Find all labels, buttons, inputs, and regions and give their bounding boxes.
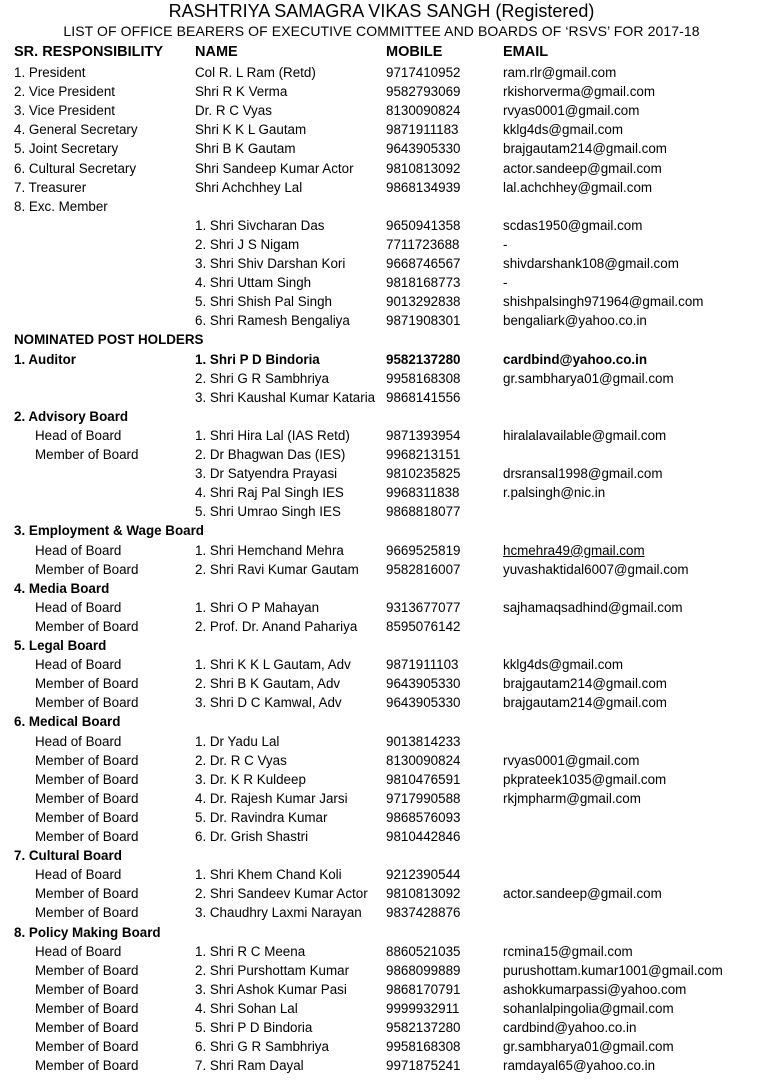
row-mobile: 8595076142 [386, 618, 461, 634]
row-responsibility: Member of Board [35, 447, 139, 462]
table-row [0, 292, 763, 311]
row-email: rvyas0001@gmail.com [503, 752, 640, 768]
row-responsibility: Member of Board [35, 981, 139, 997]
row-email: kklg4ds@gmail.com [503, 122, 624, 138]
row-email: ashokkumarpassi@yahoo.com [503, 981, 687, 997]
row-name: 6. Dr. Grish Shastri [195, 829, 309, 844]
header-name: NAME [195, 44, 238, 60]
row-mobile: 9868818077 [386, 504, 461, 520]
row-mobile: 9868099889 [386, 962, 461, 978]
row-mobile: 9643905330 [386, 676, 461, 692]
row-email: pkprateek1035@gmail.com [503, 771, 667, 787]
row-responsibility: Head of Board [35, 943, 122, 959]
row-name: 4. Shri Raj Pal Singh IES [195, 485, 344, 501]
row-mobile: 9810442846 [386, 829, 461, 844]
row-email: r.palsingh@nic.in [503, 485, 606, 501]
document-title: RASHTRIYA SAMAGRA VIKAS SANGH (Registered) [168, 1, 595, 21]
row-responsibility: Member of Board [35, 886, 139, 902]
row-responsibility: Head of Board [35, 657, 122, 673]
row-name: 2. Dr. R C Vyas [195, 752, 287, 768]
table-row [0, 1056, 763, 1075]
row-email: - [503, 236, 508, 252]
row-email: gr.sambharya01@gmail.com [503, 370, 674, 386]
row-email: ramdayal65@yahoo.co.in [503, 1058, 656, 1074]
table-row [0, 369, 763, 388]
row-name: 2. Dr Bhagwan Das (IES) [195, 447, 346, 462]
row-mobile: 9582137280 [386, 351, 461, 367]
row-responsibility: Head of Board [35, 867, 122, 883]
table-row [0, 865, 763, 884]
row-name: 1. Shri P D Bindoria [195, 351, 320, 367]
row-mobile: 9013814233 [386, 733, 461, 749]
row-name: 1. Shri R C Meena [195, 943, 306, 959]
table-row [0, 961, 763, 980]
table-row [0, 254, 763, 273]
table-row [0, 330, 763, 349]
row-email: brajgautam214@gmail.com [503, 676, 667, 692]
row-name: 3. Dr Satyendra Prayasi [195, 466, 338, 482]
table-row [0, 120, 763, 139]
row-mobile: 9818168773 [386, 275, 461, 291]
row-name: 3. Shri Ashok Kumar Pasi [195, 981, 347, 997]
table-row [0, 101, 763, 120]
row-mobile: 9868170791 [386, 981, 461, 997]
row-responsibility: 5. Legal Board [14, 638, 107, 653]
table-row [0, 712, 763, 731]
row-email: bengaliark@yahoo.co.in [503, 313, 647, 329]
table-row [0, 139, 763, 158]
row-mobile: 9868576093 [386, 809, 461, 825]
table-row [0, 579, 763, 598]
row-mobile: 9868134939 [386, 179, 461, 195]
table-row [0, 445, 763, 464]
row-responsibility: 4. Media Board [14, 580, 110, 596]
table-row [0, 216, 763, 235]
table-row [0, 655, 763, 674]
row-name: Shri R K Verma [195, 84, 288, 100]
row-responsibility: 1. Auditor [14, 351, 76, 367]
table-row [0, 598, 763, 617]
row-responsibility: 5. Joint Secretary [14, 141, 119, 157]
row-name: 2. Shri Ravi Kumar Gautam [195, 561, 359, 577]
row-name: 3. Shri Kaushal Kumar Kataria [195, 389, 376, 405]
row-mobile: 9871911183 [386, 122, 459, 138]
row-email: lal.achchhey@gmail.com [503, 179, 653, 195]
table-row [0, 63, 763, 82]
table-row [0, 751, 763, 770]
row-name: 2. Shri B K Gautam, Adv [195, 676, 341, 692]
row-mobile: 9871393954 [386, 427, 461, 443]
row-responsibility: 3. Vice President [14, 103, 115, 119]
table-row [0, 789, 763, 808]
row-name: 6. Shri G R Sambhriya [195, 1039, 329, 1055]
row-mobile: 9643905330 [386, 141, 461, 157]
table-row [0, 521, 763, 540]
row-name: 1. Dr Yadu Lal [195, 733, 280, 749]
row-responsibility: Member of Board [35, 1000, 139, 1016]
row-responsibility: 7. Cultural Board [14, 848, 122, 864]
table-row [0, 350, 763, 369]
row-responsibility: 6. Cultural Secretary [14, 160, 137, 176]
row-mobile: 9837428876 [386, 905, 461, 921]
row-responsibility: Member of Board [35, 771, 139, 787]
row-mobile: 9871911103 [386, 657, 459, 673]
row-email: cardbind@yahoo.co.in [503, 1020, 637, 1035]
row-name: 2. Shri J S Nigam [195, 236, 300, 252]
row-email: kklg4ds@gmail.com [503, 657, 624, 673]
row-mobile: 9212390544 [386, 867, 461, 883]
row-email: actor.sandeep@gmail.com [503, 160, 662, 176]
row-mobile: 9717990588 [386, 790, 461, 806]
row-name: 1. Shri Hemchand Mehra [195, 542, 344, 558]
row-responsibility: Member of Board [35, 829, 139, 844]
row-email: ram.rlr@gmail.com [503, 65, 617, 80]
row-name: 1. Shri Khem Chand Koli [195, 867, 342, 883]
table-row [0, 1037, 763, 1056]
row-email: rcmina15@gmail.com [503, 943, 633, 959]
row-name: 3. Chaudhry Laxmi Narayan [195, 905, 362, 921]
row-name: Shri Sandeep Kumar Actor [195, 160, 354, 176]
row-responsibility: Head of Board [35, 599, 122, 615]
table-row [0, 159, 763, 178]
row-responsibility: 1. President [14, 65, 86, 80]
row-name: 2. Shri G R Sambhriya [195, 370, 329, 386]
row-mobile: 9958168308 [386, 1039, 461, 1055]
row-name: Shri Achchhey Lal [195, 179, 303, 195]
row-name: 3. Shri D C Kamwal, Adv [195, 695, 342, 711]
row-email: gr.sambharya01@gmail.com [503, 1039, 674, 1055]
row-email: cardbind@yahoo.co.in [503, 351, 648, 367]
row-mobile: 9013292838 [386, 294, 461, 310]
table-row [0, 197, 763, 216]
row-responsibility: Member of Board [35, 1039, 139, 1055]
header-email: EMAIL [503, 44, 549, 60]
row-responsibility: Member of Board [35, 1058, 139, 1074]
row-mobile: 8860521035 [386, 943, 461, 959]
table-row [0, 827, 763, 846]
row-mobile: 9968311838 [386, 485, 460, 501]
row-name: 5. Shri Umrao Singh IES [195, 504, 341, 520]
row-email: sohanlalpingolia@gmail.com [503, 1000, 674, 1016]
table-row [0, 1018, 763, 1037]
row-responsibility: Member of Board [35, 618, 139, 634]
row-name: 4. Shri Uttam Singh [195, 275, 312, 291]
table-row [0, 942, 763, 961]
table-row [0, 311, 763, 330]
row-mobile: 8130090824 [386, 752, 461, 768]
row-mobile: 9810476591 [386, 771, 461, 787]
table-row [0, 846, 763, 865]
table-row [0, 273, 763, 292]
row-email: scdas1950@gmail.com [503, 217, 643, 233]
row-name: 1. Shri Hira Lal (IAS Retd) [195, 427, 350, 443]
row-responsibility: Member of Board [35, 905, 139, 921]
row-responsibility: Head of Board [35, 542, 122, 558]
row-name: Shri B K Gautam [195, 141, 296, 157]
row-email: rvyas0001@gmail.com [503, 103, 640, 119]
table-row [0, 541, 763, 560]
table-row [0, 923, 763, 942]
row-responsibility: 2. Advisory Board [14, 408, 129, 424]
row-name: 4. Shri Sohan Lal [195, 1000, 298, 1016]
row-name: 6. Shri Ramesh Bengaliya [195, 313, 350, 329]
row-responsibility: 4. General Secretary [14, 122, 138, 138]
table-row [0, 483, 763, 502]
table-row [0, 407, 763, 426]
row-responsibility: Member of Board [35, 676, 139, 692]
table-row [0, 808, 763, 827]
table-row [0, 884, 763, 903]
table-row [0, 732, 763, 751]
row-mobile: 9313677077 [386, 599, 461, 615]
table-row [0, 426, 763, 445]
row-email: purushottam.kumar1001@gmail.com [503, 962, 723, 978]
header-mobile: MOBILE [386, 44, 443, 60]
row-responsibility: Member of Board [35, 752, 139, 768]
row-email: hcmehra49@gmail.com [503, 542, 645, 558]
row-email: brajgautam214@gmail.com [503, 695, 667, 711]
row-responsibility: 3. Employment & Wage Board [14, 523, 204, 539]
row-name: 1. Shri K K L Gautam, Adv [195, 657, 351, 673]
table-row [0, 693, 763, 712]
table-row [0, 617, 763, 636]
row-name: Col R. L Ram (Retd) [195, 65, 316, 80]
row-mobile: 9717410952 [386, 65, 461, 80]
row-responsibility: Member of Board [35, 790, 139, 806]
row-email: rkjmpharm@gmail.com [503, 790, 641, 806]
row-mobile: 7711723688 [386, 236, 460, 252]
table-row [0, 980, 763, 999]
row-email: hiralalavailable@gmail.com [503, 427, 667, 443]
row-name: 3. Shri Shiv Darshan Kori [195, 256, 346, 271]
row-responsibility: Head of Board [35, 733, 122, 749]
row-mobile: 9582793069 [386, 84, 461, 100]
row-mobile: 9582816007 [386, 561, 461, 577]
table-row [0, 560, 763, 579]
row-email: yuvashaktidal6007@gmail.com [503, 561, 689, 577]
table-header [0, 43, 763, 62]
row-name: Dr. R C Vyas [195, 103, 272, 119]
row-responsibility: Member of Board [35, 962, 139, 978]
document-subtitle: LIST OF OFFICE BEARERS OF EXECUTIVE COMMITTEE AND BOARDS OF ‘RSVS’ FOR 2017-18 [63, 23, 700, 39]
row-email: sajhamaqsadhind@gmail.com [503, 599, 683, 615]
row-responsibility: Member of Board [35, 1020, 139, 1035]
table-row [0, 82, 763, 101]
row-name: 1. Shri Sivcharan Das [195, 217, 325, 233]
row-name: 2. Shri Purshottam Kumar [195, 962, 350, 978]
row-email: rkishorverma@gmail.com [503, 84, 655, 100]
row-mobile: 9643905330 [386, 695, 461, 711]
row-name: 2. Prof. Dr. Anand Pahariya [195, 618, 358, 634]
row-responsibility: 8. Exc. Member [14, 198, 108, 214]
row-email: brajgautam214@gmail.com [503, 141, 667, 157]
row-mobile: 9868141556 [386, 389, 461, 405]
row-mobile: 9650941358 [386, 217, 461, 233]
row-mobile: 9971875241 [386, 1058, 461, 1074]
row-mobile: 9810813092 [386, 886, 461, 902]
row-name: 4. Dr. Rajesh Kumar Jarsi [195, 790, 348, 806]
row-email: shishpalsingh971964@gmail.com [503, 294, 704, 310]
row-mobile: 9999932911 [386, 1000, 460, 1016]
table-row [0, 636, 763, 655]
header-responsibility: SR. RESPONSIBILITY [14, 44, 164, 60]
row-mobile: 9968213151 [386, 447, 461, 462]
row-responsibility: NOMINATED POST HOLDERS [14, 332, 204, 348]
row-responsibility: 8. Policy Making Board [14, 924, 161, 940]
row-name: 1. Shri O P Mahayan [195, 599, 320, 615]
row-mobile: 8130090824 [386, 103, 461, 119]
row-email: shivdarshank108@gmail.com [503, 256, 679, 271]
row-mobile: 9958168308 [386, 370, 461, 386]
table-row [0, 903, 763, 922]
row-responsibility: 6. Medical Board [14, 714, 121, 730]
row-email: actor.sandeep@gmail.com [503, 886, 662, 902]
row-mobile: 9582137280 [386, 1020, 461, 1035]
row-mobile: 9669525819 [386, 542, 461, 558]
row-mobile: 9871908301 [386, 313, 461, 329]
row-name: 3. Dr. K R Kuldeep [195, 771, 306, 787]
row-email: - [503, 275, 508, 291]
table-row [0, 464, 763, 483]
row-responsibility: Head of Board [35, 427, 122, 443]
row-mobile: 9810235825 [386, 466, 461, 482]
row-email: drsransal1998@gmail.com [503, 466, 663, 482]
row-name: Shri K K L Gautam [195, 122, 307, 138]
table-row [0, 770, 763, 789]
row-name: 5. Dr. Ravindra Kumar [195, 809, 328, 825]
row-mobile: 9810813092 [386, 160, 461, 176]
row-responsibility: Member of Board [35, 561, 139, 577]
table-row [0, 235, 763, 254]
row-responsibility: Member of Board [35, 695, 139, 711]
table-row [0, 502, 763, 521]
row-name: 7. Shri Ram Dayal [195, 1058, 304, 1074]
row-responsibility: 2. Vice President [14, 84, 115, 100]
table-row [0, 999, 763, 1018]
row-name: 5. Shri Shish Pal Singh [195, 294, 332, 310]
row-responsibility: Member of Board [35, 809, 139, 825]
table-row [0, 388, 763, 407]
table-row [0, 674, 763, 693]
row-responsibility: 7. Treasurer [14, 179, 87, 195]
table-row [0, 178, 763, 197]
row-name: 5. Shri P D Bindoria [195, 1020, 313, 1035]
row-name: 2. Shri Sandeev Kumar Actor [195, 886, 368, 902]
row-mobile: 9668746567 [386, 256, 461, 271]
